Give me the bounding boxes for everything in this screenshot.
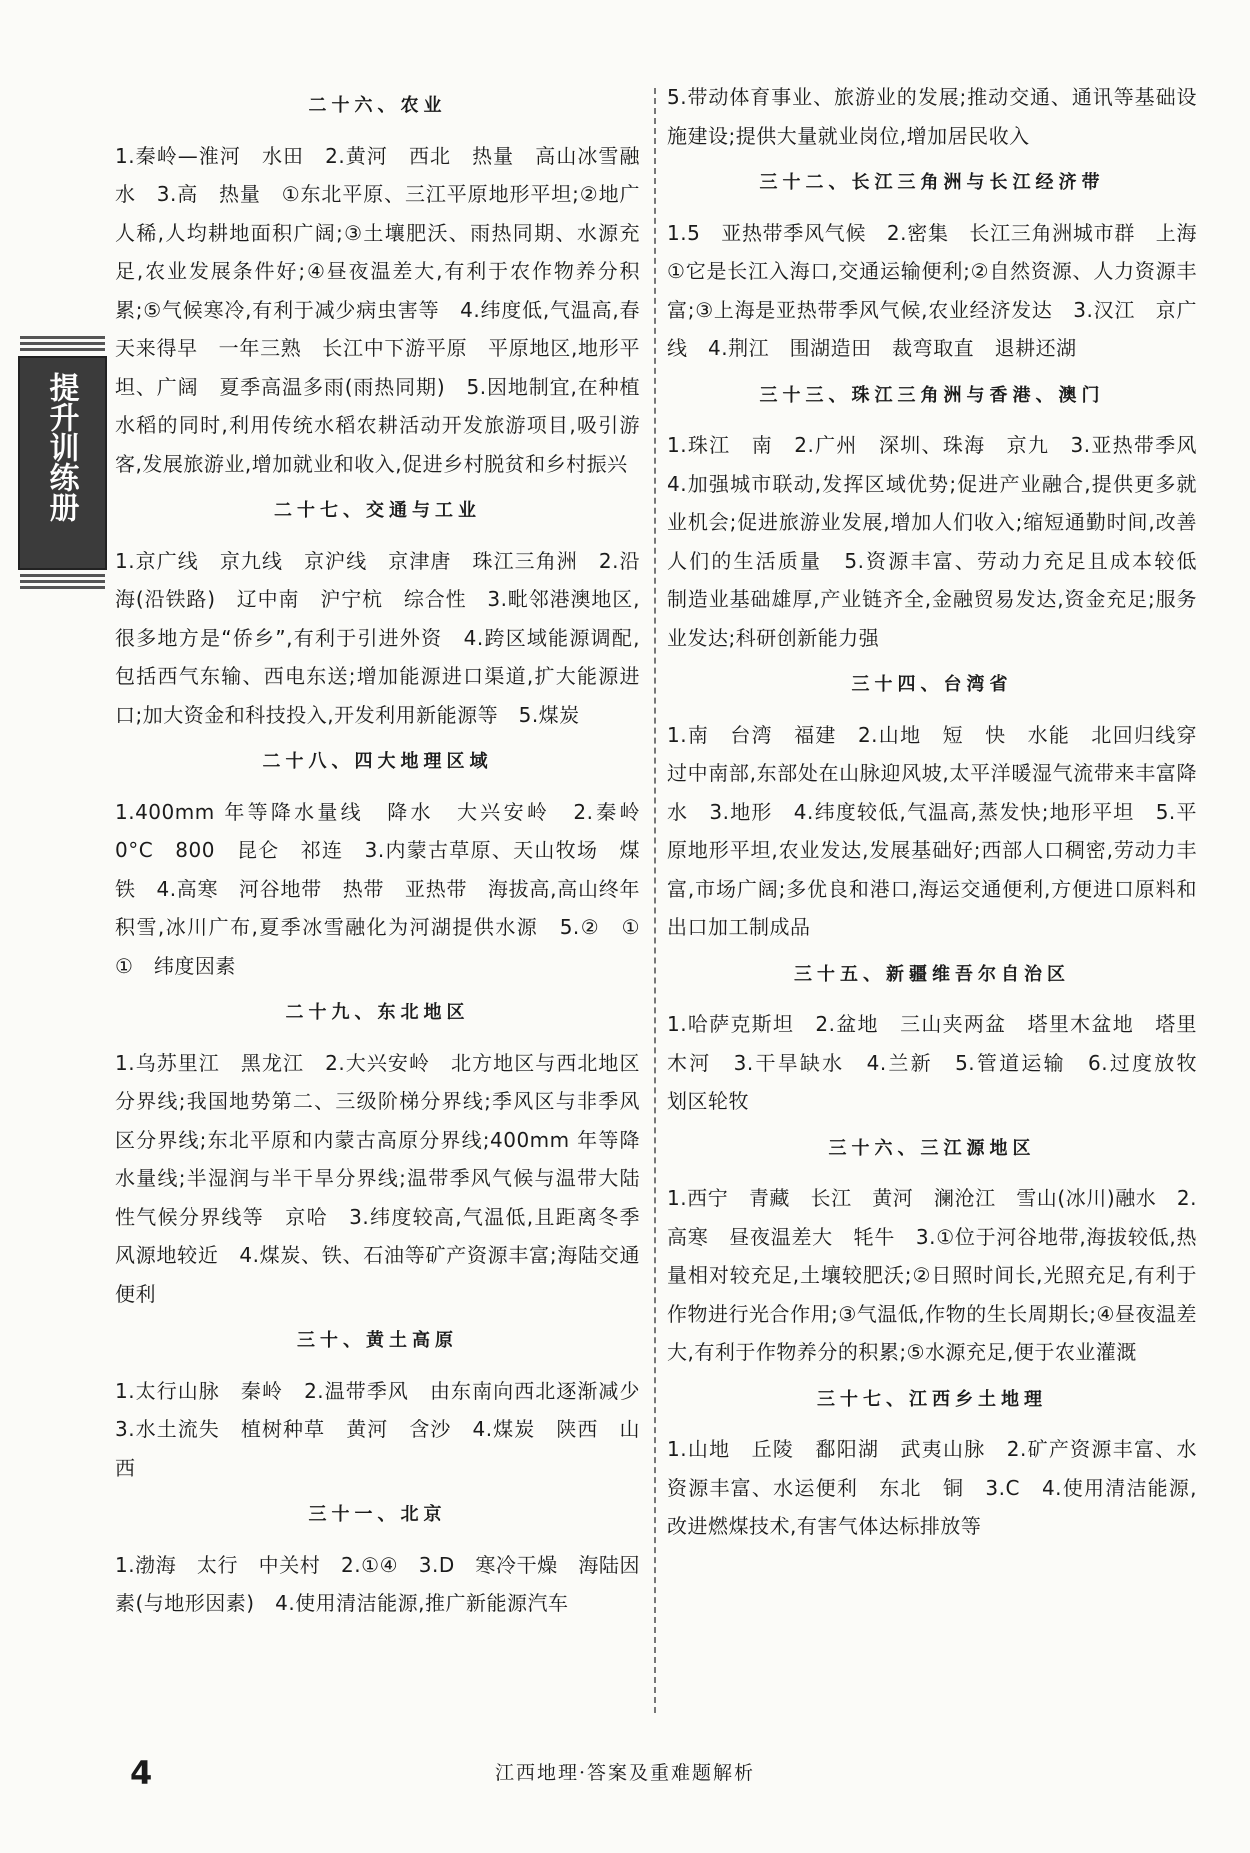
section-body: 1.400mm 年等降水量线 降水 大兴安岭 2.秦岭 0°C 800 昆仑 祁连 3.内蒙古草原、天山牧场 煤 铁 4.高寒 河谷地带 热带 亚热带 海拔高,高山终年积雪,冰川广布,夏季冰雪融化为河湖提供水源 5.② ① ① 纬度因素 [115, 799, 661, 978]
section-title: 二十八、四大地理区域 [262, 751, 493, 772]
section-31 [115, 1487, 640, 1623]
section-body: 5.带动体育事业、旅游业的发展;推动交通、通讯等基础设施建设;提供大量就业岗位,增加居民收入 [667, 85, 1197, 148]
section-title: 三十七、江西乡土地理 [817, 1388, 1047, 1410]
side-tab [18, 356, 107, 570]
section-31-continued [667, 78, 1197, 155]
section-title: 三十五、新疆维吾尔自治区 [794, 963, 1070, 985]
page-number: 4 [130, 1754, 153, 1792]
section-title: 三十一、北京 [308, 1504, 447, 1525]
section-36 [667, 1121, 1197, 1372]
section-title: 三十六、三江源地区 [828, 1137, 1036, 1159]
left-column [115, 78, 661, 1623]
section-title: 二十七、交通与工业 [274, 500, 481, 521]
section-body: 1.南 台湾 福建 2.山地 短 快 水能 北回归线穿过中南部,东部处在山脉迎风坡,太平洋暖湿气流带来丰富降水 3.地形 4.纬度较低,气温高,蒸发快;地形平坦 5.平原地形平坦,农业发达,发展基础好;西部人口稠密,劳动力丰富,市场广阔;多优良和港口,海运交通便利,方便进口原料和出口加工制成品 [667, 722, 1197, 939]
section-35 [667, 947, 1218, 1121]
section-body: 1.西宁 青藏 长江 黄河 澜沧江 雪山(冰川)融水 2.高寒 昼夜温差大 牦牛 3.①位于河谷地带,海拔较低,热量相对较充足,土壤较肥沃;②日照时间长,光照充足,有利于作物进行光合作用;③气温低,作物的生长周期长;④昼夜温差大,有利于作物养分的积累;⑤水源充足,便于农业灌溉 [667, 1186, 1197, 1364]
side-tab-label: 提升训练册 [43, 372, 79, 522]
section-34 [667, 657, 1197, 947]
section-32 [667, 155, 1218, 368]
section-body: 1.渤海 太行 中关村 2.①④ 3.D 寒冷干燥 海陆因素(与地形因素) 4.使用清洁能源,推广新能源汽车 [115, 1552, 640, 1615]
section-27 [115, 483, 640, 734]
section-26 [115, 78, 640, 483]
section-37 [667, 1372, 1197, 1546]
side-tab-stripes-top [20, 336, 105, 352]
section-33 [667, 368, 1218, 658]
section-title: 三十三、珠江三角洲与香港、澳门 [759, 384, 1105, 406]
section-body: 1.5 亚热带季风气候 2.密集 长江三角洲城市群 上海 ①它是长江入海口,交通运输便利;②自然资源、人力资源丰富;③上海是亚热带季风气候,农业经济发达 3.汉江 京广线 4.荆江 围湖造田 裁弯取直 退耕还湖 [667, 220, 1218, 360]
section-title: 三十四、台湾省 [851, 674, 1013, 695]
section-body: 1.乌苏里江 黑龙江 2.大兴安岭 北方地区与西北地区分界线;我国地势第二、三级阶梯分界线;季风区与非季风区分界线;东北平原和内蒙古高原分界线;400mm 年等降水量线;半湿润与半干旱分界线;温带季风气候与温带大陆性气候分界线等 京哈 3.纬度较高,气温低,且距离冬季风源地较近 4.煤炭、铁、石油等矿产资源丰富;海陆交通便利 [115, 1050, 640, 1306]
section-body: 1.秦岭—淮河 水田 2.黄河 西北 热量 高山冰雪融水 3.高 热量 ①东北平原、三江平原地形平坦;②地广人稀,人均耕地面积广阔;③土壤肥沃、雨热同期、水源充足,农业发展条件好;④昼夜温差大,有利于农作物养分积累;⑤气候寒冷,有利于减少病虫害等 4.纬度低,气温高,春天来得早 一年三熟 长江中下游平原 平原地区,地形平坦、广阔 夏季高温多雨(雨热同期) 5.因地制宜,在种植水稻的同时,利用传统水稻农耕活动开发旅游项目,吸引游客,发展旅游业,增加就业和收入,促进乡村脱贫和乡村振兴 [115, 143, 640, 476]
section-body: 1.珠江 南 2.广州 深圳、珠海 京九 3.亚热带季风 4.加强城市联动,发挥区域优势;促进产业融合,提供更多就业机会;促进旅游业发展,增加人们收入;缩短通勤时间,改善人们的生活质量 5.资源丰富、劳动力充足且成本较低 制造业基础雄厚,产业链齐全,金融贸易发达,资金充足;服务业发达;科研创新能力强 [667, 433, 1218, 650]
section-body: 1.太行山脉 秦岭 2.温带季风 由东南向西北逐渐减少 3.水土流失 植树种草 黄河 含沙 4.煤炭 陕西 山西 [115, 1378, 661, 1480]
section-28 [115, 734, 661, 985]
side-tab-stripes-bottom [20, 574, 105, 590]
right-column [667, 78, 1218, 1546]
section-body: 1.京广线 京九线 京沪线 京津唐 珠江三角洲 2.沿海(沿铁路) 辽中南 沪宁杭 综合性 3.毗邻港澳地区,很多地方是“侨乡”,有利于引进外资 4.跨区域能源调配,包括西气东输、西电东送;增加能源进口渠道,扩大能源进口;加大资金和科技投入,开发利用新能源等 5.煤炭 [115, 548, 640, 727]
column-divider [654, 88, 656, 1713]
section-body: 1.山地 丘陵 鄱阳湖 武夷山脉 2.矿产资源丰富、水资源丰富、水运便利 东北 铜 3.C 4.使用清洁能源,改进燃煤技术,有害气体达标排放等 [667, 1437, 1197, 1538]
section-29 [115, 985, 640, 1313]
section-title: 三十、黄土高原 [297, 1330, 458, 1351]
section-title: 二十六、农业 [308, 95, 447, 116]
section-title: 三十二、长江三角洲与长江经济带 [759, 172, 1105, 193]
section-30 [115, 1313, 661, 1487]
page-footer: 江西地理·答案及重难题解析 [494, 1762, 756, 1784]
section-title: 二十九、东北地区 [285, 1002, 470, 1023]
section-body: 1.哈萨克斯坦 2.盆地 三山夹两盆 塔里木盆地 塔里木河 3.干旱缺水 4.兰新 5.管道运输 6.过度放牧 划区轮牧 [667, 1012, 1218, 1113]
